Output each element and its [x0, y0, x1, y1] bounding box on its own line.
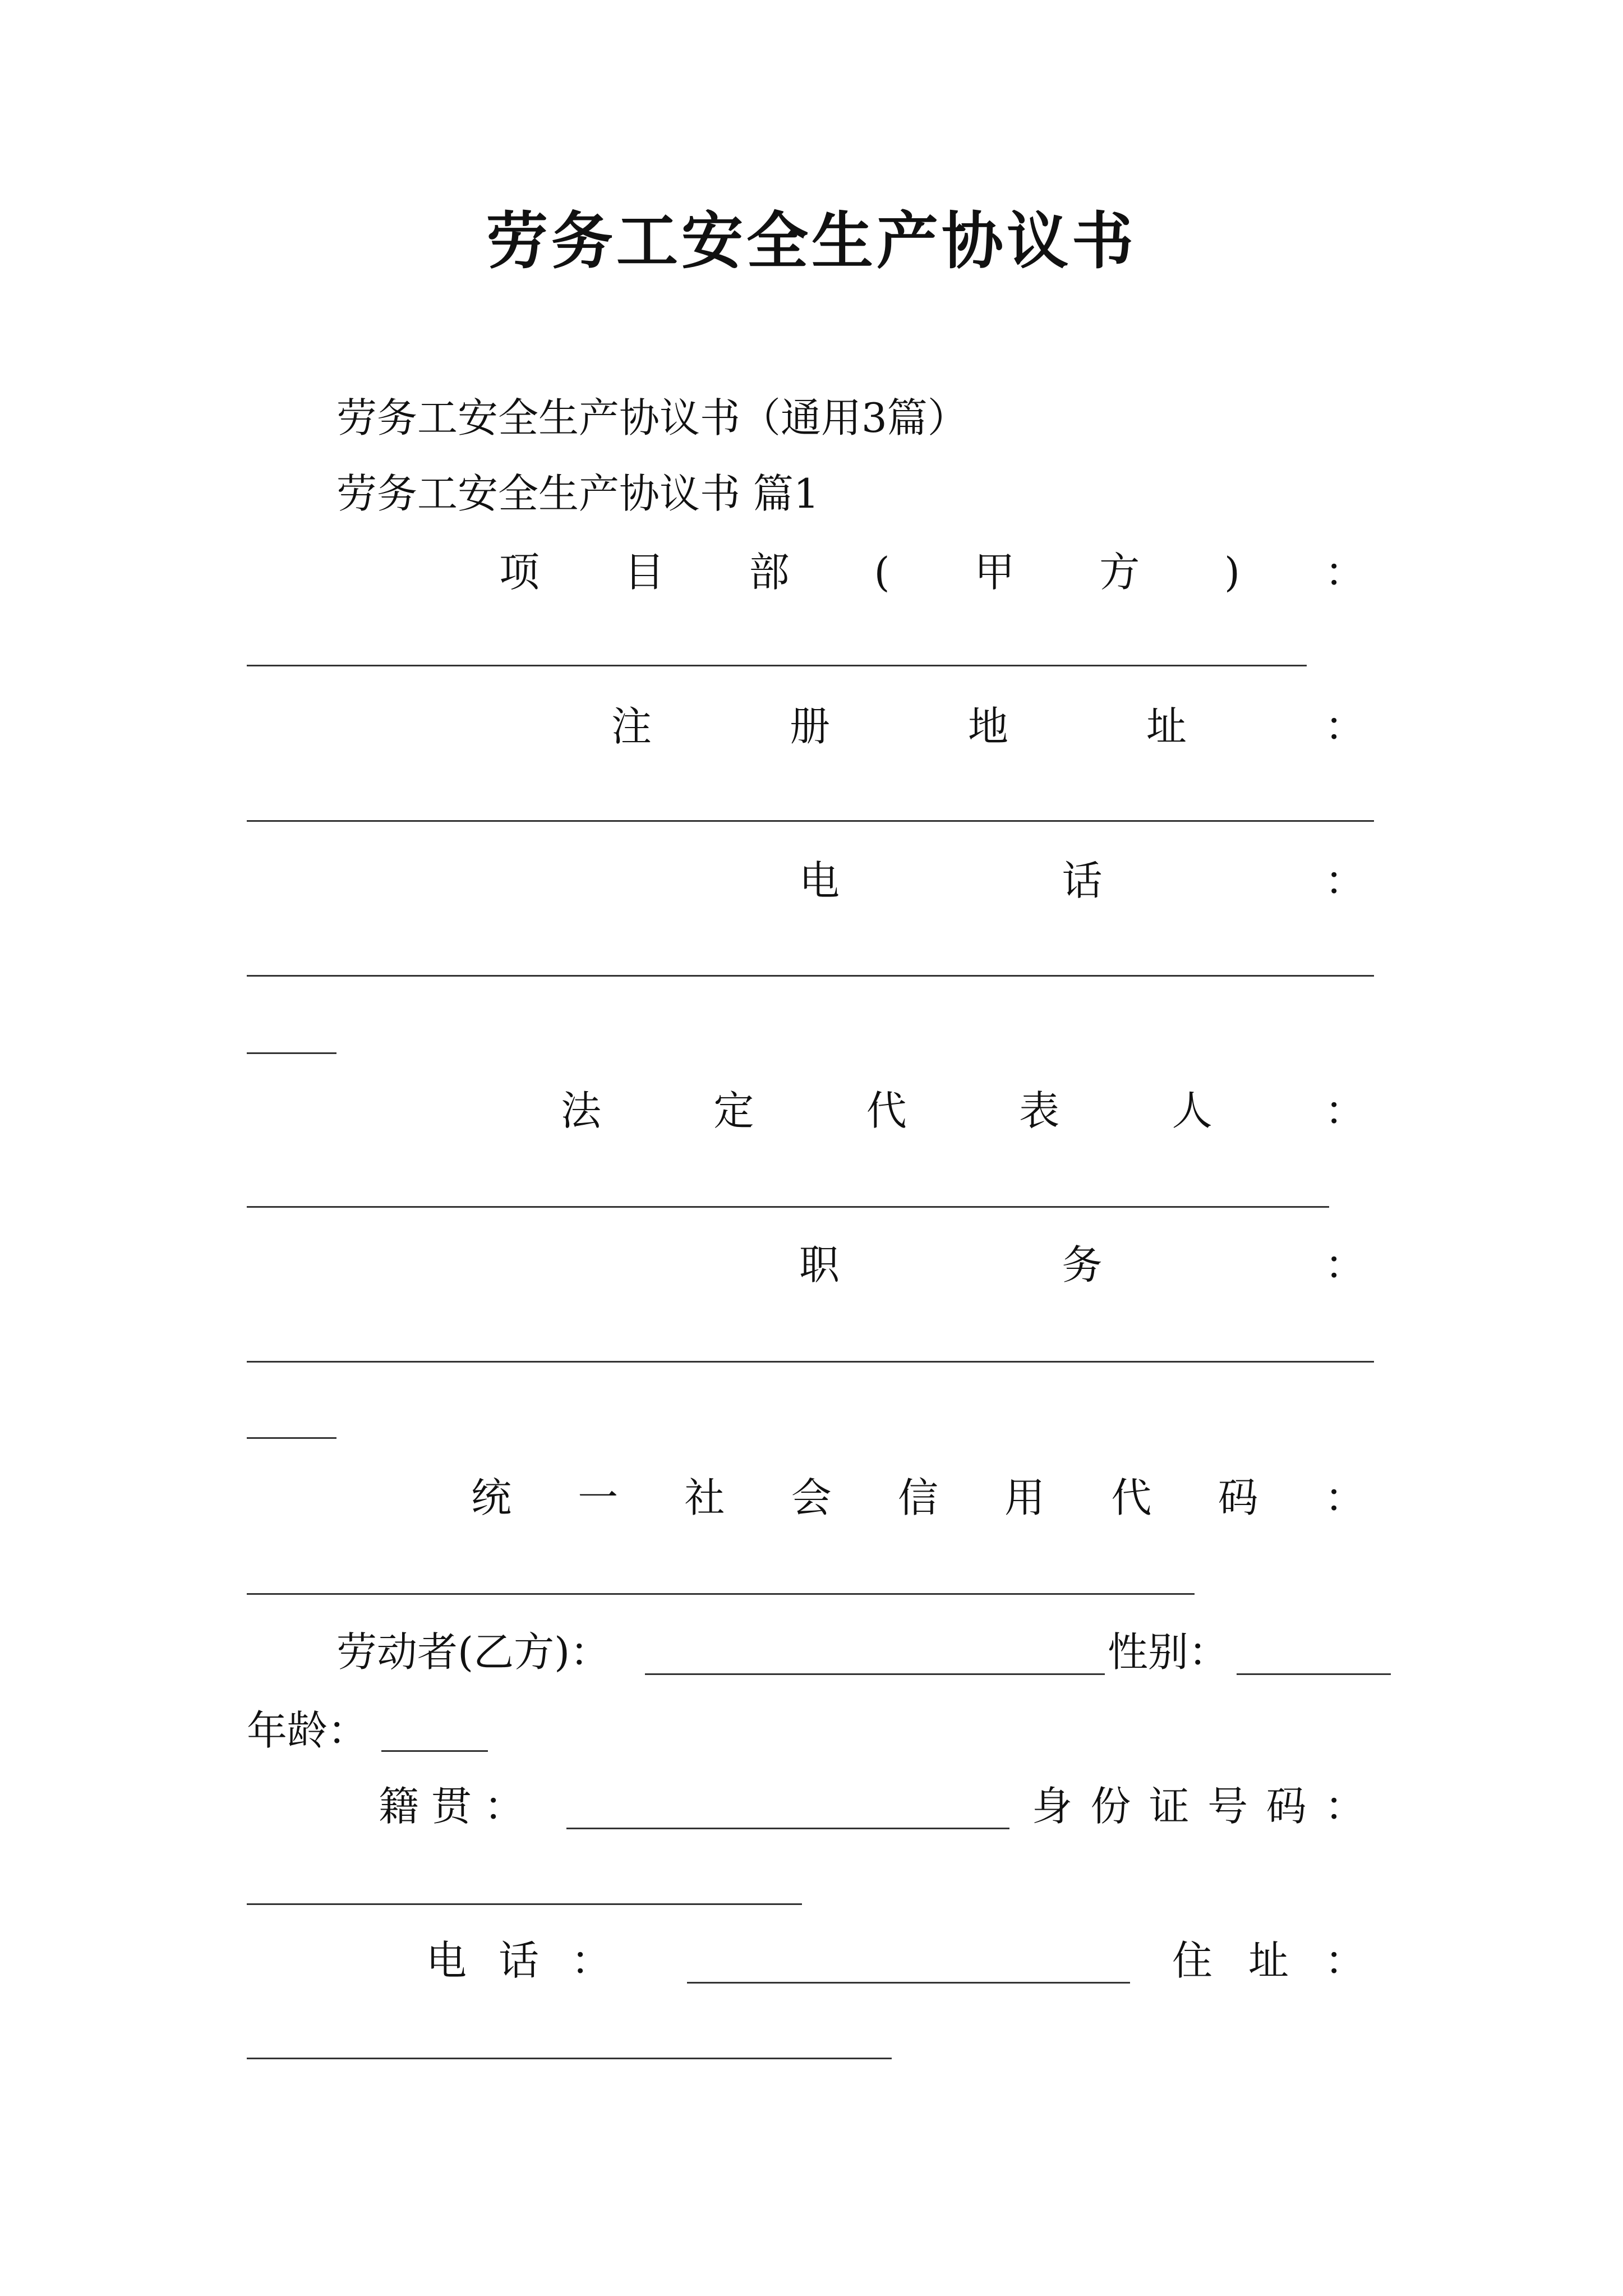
char: 籍	[379, 1783, 419, 1830]
char: 部	[749, 549, 790, 596]
label-position	[799, 1237, 1365, 1293]
char: 会	[791, 1474, 832, 1521]
char: 定	[713, 1087, 754, 1134]
char: 址	[1248, 1937, 1289, 1984]
char: 码	[1266, 1783, 1307, 1830]
char: 方	[1099, 549, 1140, 596]
char: ：	[1324, 1087, 1365, 1134]
label-address	[1172, 1932, 1365, 1989]
label-credit-code	[471, 1470, 1365, 1526]
char: 人	[1172, 1087, 1212, 1134]
position-line[interactable]	[247, 1361, 1374, 1363]
document-subtitle: 劳务工安全生产协议书（通用3篇）	[336, 394, 968, 441]
char: ：	[1324, 1783, 1365, 1830]
char: 份	[1090, 1783, 1131, 1830]
id-number-line[interactable]	[247, 1903, 802, 1905]
char: ：	[1324, 1937, 1365, 1984]
char: ：	[1324, 1241, 1365, 1289]
char: 社	[684, 1474, 725, 1521]
char: 电	[426, 1937, 467, 1984]
legal-rep-line[interactable]	[247, 1206, 1329, 1208]
position-line-cont[interactable]	[247, 1437, 336, 1439]
char: 址	[1146, 703, 1187, 750]
section-heading: 劳务工安全生产协议书 篇1	[336, 470, 819, 517]
gender-label: 性别：	[1108, 1628, 1229, 1676]
worker-label: 劳动者(乙方)：	[336, 1628, 611, 1676]
gender-line[interactable]	[1237, 1673, 1391, 1675]
char: 职	[799, 1241, 840, 1289]
char: 话	[1062, 857, 1103, 904]
char: 目	[624, 549, 665, 596]
label-id-number	[1032, 1778, 1365, 1834]
label-legal-rep	[561, 1083, 1365, 1139]
char: 务	[1062, 1241, 1103, 1289]
char: ：	[1324, 857, 1365, 904]
label-phone-b	[426, 1932, 611, 1989]
char: (	[874, 549, 890, 596]
char: 表	[1019, 1087, 1060, 1134]
char: 注	[611, 703, 652, 750]
reg-address-line[interactable]	[247, 820, 1374, 822]
credit-code-line[interactable]	[247, 1593, 1195, 1595]
char: 用	[1004, 1474, 1045, 1521]
char: ：	[483, 1783, 524, 1830]
document-title: 劳务工安全生产协议书	[486, 205, 1137, 277]
age-label: 年龄：	[247, 1707, 368, 1754]
char: ：	[1324, 703, 1365, 750]
project-dept-line[interactable]	[247, 665, 1307, 666]
label-project-dept	[499, 544, 1365, 600]
label-phone-a	[799, 853, 1365, 909]
char: 代	[1111, 1474, 1152, 1521]
label-reg-address	[611, 698, 1365, 754]
char: ：	[570, 1937, 611, 1984]
phone-a-line[interactable]	[247, 975, 1374, 977]
char: 一	[578, 1474, 619, 1521]
phone-b-line[interactable]	[687, 1982, 1130, 1984]
char: 甲	[974, 549, 1015, 596]
char: 统	[471, 1474, 512, 1521]
char: 代	[866, 1087, 907, 1134]
char: 册	[789, 703, 830, 750]
char: 住	[1172, 1937, 1213, 1984]
char: 号	[1207, 1783, 1248, 1830]
char: 信	[897, 1474, 938, 1521]
char: 电	[799, 857, 840, 904]
char: 码	[1218, 1474, 1258, 1521]
address-line[interactable]	[247, 2058, 892, 2059]
worker-name-line[interactable]	[645, 1673, 1105, 1675]
char: 身	[1032, 1783, 1073, 1830]
char: ：	[1324, 549, 1365, 596]
char: 证	[1149, 1783, 1189, 1830]
age-line[interactable]	[381, 1750, 488, 1752]
char: 地	[967, 703, 1008, 750]
char: 话	[498, 1937, 539, 1984]
char: 法	[561, 1087, 602, 1134]
native-place-line[interactable]	[566, 1828, 1009, 1829]
phone-a-line-cont[interactable]	[247, 1052, 336, 1054]
char: 项	[499, 549, 540, 596]
char: 贯	[431, 1783, 472, 1830]
char: ：	[1324, 1474, 1365, 1521]
label-native-place	[379, 1778, 524, 1834]
char: )	[1224, 549, 1241, 596]
